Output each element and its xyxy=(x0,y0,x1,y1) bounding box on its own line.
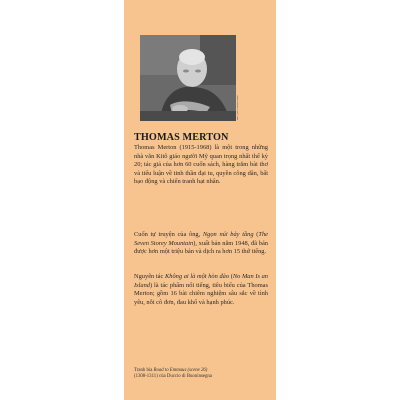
book-title-en: The Seven Storey Mountain xyxy=(134,231,268,247)
photo-credit: Ảnh: John Howard Griffin xyxy=(237,95,239,120)
author-name-heading: THOMAS MERTON xyxy=(134,132,229,143)
author-photo xyxy=(140,35,236,121)
cover-art-caption xyxy=(134,368,268,380)
bio-text: ( xyxy=(229,273,233,280)
bio-text: ), xuất bản năm 1948, đã bán được hơn một triệu bản và dịch ra hơn 15 thứ tiếng. xyxy=(134,239,268,256)
book-title-vi: Không ai là một hòn đảo xyxy=(165,273,230,280)
bio-text: ) là tác phẩm nổi tiếng, tiêu biểu của Thomas Merton; gồm 16 bài chiêm nghiệm sâu sắc về tình yêu, nỗi cô đơn, đau khổ và hạnh phúc. xyxy=(134,281,268,306)
bio-paragraph-2 xyxy=(134,231,268,257)
author-portrait-image xyxy=(140,35,236,121)
caption-details: (1308-1311) của Duccio di Buoninsegna xyxy=(134,374,212,379)
bio-text: ( xyxy=(253,231,259,238)
book-title-vi: Ngọn núi bảy tầng xyxy=(202,231,254,238)
bio-text: Thomas Merton (1915-1968) là một trong những nhà văn Kitô giáo người Mỹ quan trọng nhất thế kỷ 20; tác giả của hơn 60 cuốn sách, hàng trăm bài thơ và tiểu luận về tinh thần đại tu, quyền công dân, bất bạo động và chiến tranh hạt nhân. xyxy=(134,144,268,186)
caption-prefix: Tranh bìa xyxy=(134,368,154,373)
bio-paragraph-1 xyxy=(134,144,268,187)
bio-paragraph-3 xyxy=(134,273,268,307)
book-title-en: No Man Is an Island xyxy=(134,273,268,289)
bio-text: Cuốn tự truyện của ông, xyxy=(134,231,203,238)
bio-text: Nguyên tác xyxy=(134,273,165,280)
artwork-title: Road to Emmaus (scene 26) xyxy=(153,368,208,373)
